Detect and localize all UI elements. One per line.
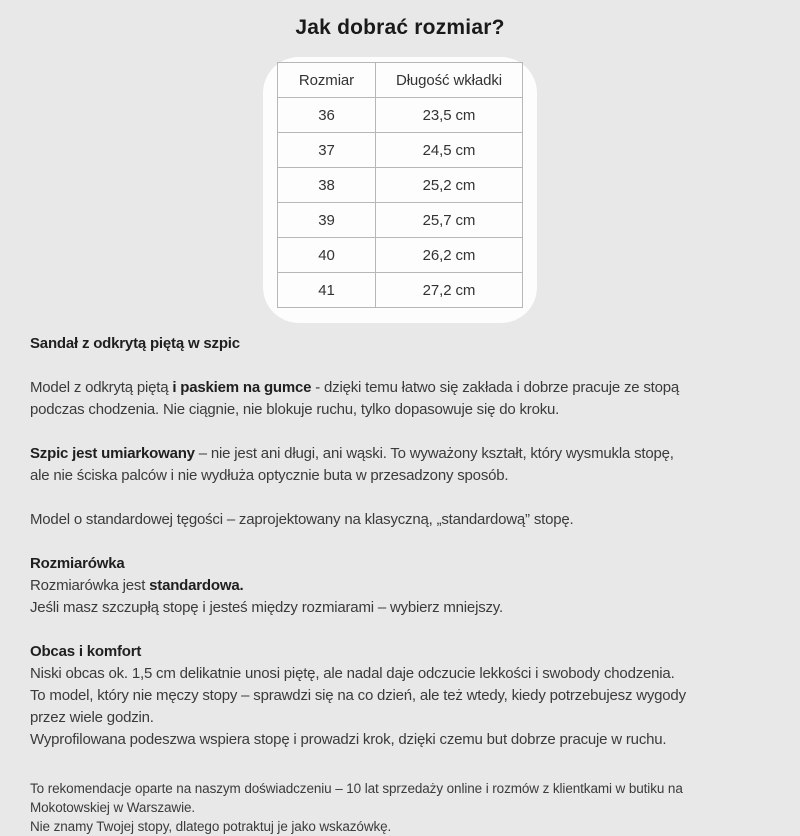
- page-title: Jak dobrać rozmiar?: [295, 16, 505, 39]
- table-row: [278, 98, 523, 133]
- size-chart-table: [277, 62, 523, 308]
- text: Niski obcas ok. 1,5 cm delikatnie unosi piętę, ale nadal daje odczucie lekkości i swobody chodzenia.: [30, 665, 675, 682]
- text: Mokotowskiej w Warszawie.: [30, 800, 196, 815]
- text: Wyprofilowana podeszwa wspiera stopę i prowadzi krok, dzięki czemu but dobrze pracuje w ruchu.: [30, 731, 667, 748]
- paragraph: [30, 377, 770, 421]
- text: Jeśli masz szczupłą stopę i jesteś między rozmiarami – wybierz mniejszy.: [30, 599, 503, 616]
- table-header-row: [278, 63, 523, 98]
- paragraph: [30, 553, 770, 619]
- bold-text: i paskiem na gumce: [172, 379, 312, 396]
- table-row: [278, 133, 523, 168]
- column-header-insole-length: Długość wkładki: [376, 63, 523, 98]
- paragraph: [30, 641, 770, 751]
- table-cell: 23,5 cm: [376, 98, 523, 133]
- table-cell: 37: [278, 133, 376, 168]
- paragraph: [30, 333, 770, 355]
- table-cell: 39: [278, 203, 376, 238]
- table-row: [278, 273, 523, 308]
- table-cell: 41: [278, 273, 376, 308]
- table-cell: 25,7 cm: [376, 203, 523, 238]
- table-cell: 40: [278, 238, 376, 273]
- paragraph: [30, 509, 770, 531]
- text: podczas chodzenia. Nie ciągnie, nie blokuje ruchu, tylko dopasowuje się do kroku.: [30, 401, 560, 418]
- table-row: [278, 238, 523, 273]
- paragraph: [30, 779, 770, 836]
- description-text: [30, 333, 770, 836]
- table-cell: 36: [278, 98, 376, 133]
- text: Rozmiarówka jest: [30, 577, 150, 594]
- size-chart-card: [263, 57, 537, 323]
- product-description-page: [0, 16, 800, 834]
- bold-text: standardowa.: [149, 577, 244, 594]
- table-cell: 38: [278, 168, 376, 203]
- table-cell: 25,2 cm: [376, 168, 523, 203]
- text: ale nie ściska palców i nie wydłuża optycznie buta w przesadzony sposób.: [30, 467, 509, 484]
- text: To rekomendacje oparte na naszym doświadczeniu – 10 lat sprzedaży online i rozmów z klientkami w butiku na: [30, 781, 683, 796]
- table-row: [278, 168, 523, 203]
- text: - dzięki temu łatwo się zakłada i dobrze pracuje ze stopą: [311, 379, 680, 396]
- column-header-size: Rozmiar: [278, 63, 376, 98]
- table-cell: 26,2 cm: [376, 238, 523, 273]
- table-cell: 24,5 cm: [376, 133, 523, 168]
- size-table-body: [278, 98, 523, 308]
- bold-text: Rozmiarówka: [30, 555, 125, 572]
- text: Model o standardowej tęgości – zaprojektowany na klasyczną, „standardową” stopę.: [30, 511, 574, 528]
- table-row: [278, 203, 523, 238]
- text: – nie jest ani długi, ani wąski. To wyważony kształt, który wysmukla stopę,: [194, 445, 674, 462]
- text: Model z odkrytą piętą: [30, 379, 173, 396]
- table-cell: 27,2 cm: [376, 273, 523, 308]
- text: przez wiele godzin.: [30, 709, 154, 726]
- paragraph: [30, 443, 770, 487]
- bold-text: Obcas i komfort: [30, 643, 142, 660]
- bold-text: Sandał z odkrytą piętą w szpic: [30, 335, 240, 352]
- text: Nie znamy Twojej stopy, dlatego potraktuj je jako wskazówkę.: [30, 819, 392, 834]
- text: To model, który nie męczy stopy – sprawdzi się na co dzień, ale też wtedy, kiedy potrzebujesz wygody: [30, 687, 686, 704]
- bold-text: Szpic jest umiarkowany: [30, 445, 195, 462]
